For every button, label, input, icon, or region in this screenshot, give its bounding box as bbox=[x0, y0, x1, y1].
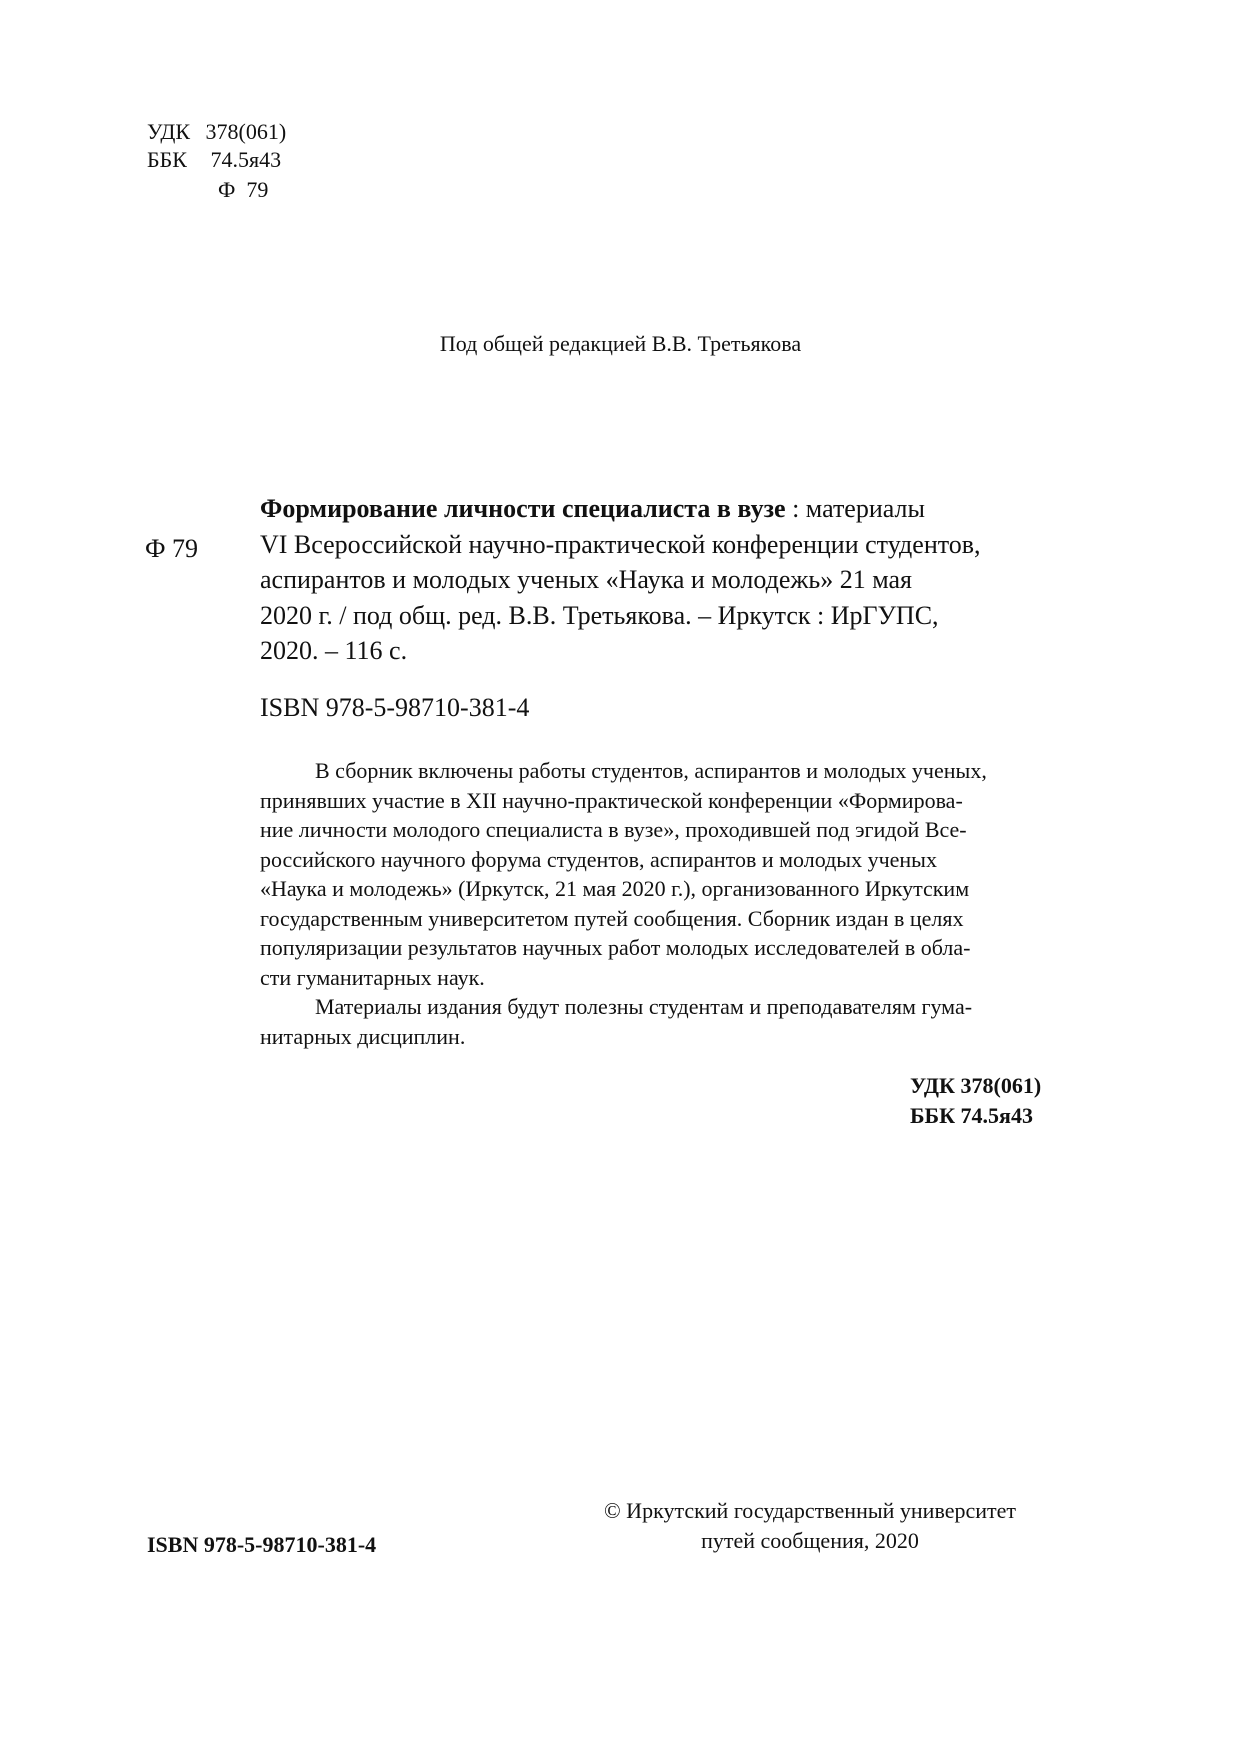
annotation-line: популяризации результатов научных работ молодых исследователей в обла- bbox=[260, 935, 971, 960]
bbk-label: ББК bbox=[147, 147, 187, 172]
annotation-line: «Наука и молодежь» (Иркутск, 21 мая 2020 г.), организованного Иркутским bbox=[260, 876, 970, 901]
annotation-line: российского научного форума студентов, аспирантов и молодых ученых bbox=[260, 846, 937, 872]
author-mark-side: Ф 79 bbox=[145, 534, 199, 563]
bbk-bottom: ББК 74.5я43 bbox=[910, 1103, 1033, 1128]
bib-line-2: VI Всероссийской научно-практической конференции студентов, bbox=[260, 529, 981, 559]
bbk-top bbox=[147, 146, 281, 174]
book-title: Формирование личности специалиста в вузе bbox=[260, 494, 786, 523]
udk-value: 378(061) bbox=[205, 119, 287, 144]
author-mark-top: Ф 79 bbox=[218, 177, 269, 202]
copyright-line-2: путей сообщения, 2020 bbox=[701, 1528, 919, 1553]
annotation-line: сти гуманитарных наук. bbox=[260, 964, 485, 990]
annotation-line: нитарных дисциплин. bbox=[260, 1023, 466, 1049]
bib-line-4: 2020 г. / под общ. ред. В.В. Третьякова. – Иркутск : ИрГУПС, bbox=[260, 600, 939, 630]
copyright-notice bbox=[560, 1496, 1060, 1556]
annotation-line: принявших участие в XII научно-практической конференции «Формирова- bbox=[260, 787, 963, 813]
bib-line-1 bbox=[260, 491, 1086, 527]
isbn-bottom: ISBN 978-5-98710-381-4 bbox=[147, 1532, 377, 1557]
bib-line-3: аспирантов и молодых ученых «Наука и молодежь» 21 мая bbox=[260, 565, 912, 594]
editor-line: Под общей редакцией В.В. Третьякова bbox=[439, 331, 802, 356]
annotation-line: государственным университетом путей сообщения. Сборник издан в целях bbox=[260, 905, 964, 931]
annotation-line: ние личности молодого специалиста в вузе», проходившей под эгидой Все- bbox=[260, 817, 967, 842]
udk-bottom: УДК 378(061) bbox=[910, 1073, 1042, 1098]
udk-top bbox=[147, 118, 286, 146]
bib-line-5: 2020. – 116 с. bbox=[260, 636, 408, 665]
annotation bbox=[260, 756, 1086, 1051]
isbn-main: ISBN 978-5-98710-381-4 bbox=[260, 693, 530, 722]
annotation-line: Материалы издания будут полезны студентам и преподавателям гума- bbox=[315, 994, 973, 1019]
bbk-value: 74.5я43 bbox=[210, 147, 282, 172]
bibliographic-record bbox=[260, 491, 1086, 669]
bib-line-1-rest: : материалы bbox=[785, 494, 925, 523]
copyright-line-1: © Иркутский государственный университет bbox=[603, 1498, 1017, 1523]
udk-label: УДК bbox=[147, 119, 191, 144]
annotation-line: В сборник включены работы студентов, аспирантов и молодых ученых, bbox=[315, 758, 987, 783]
